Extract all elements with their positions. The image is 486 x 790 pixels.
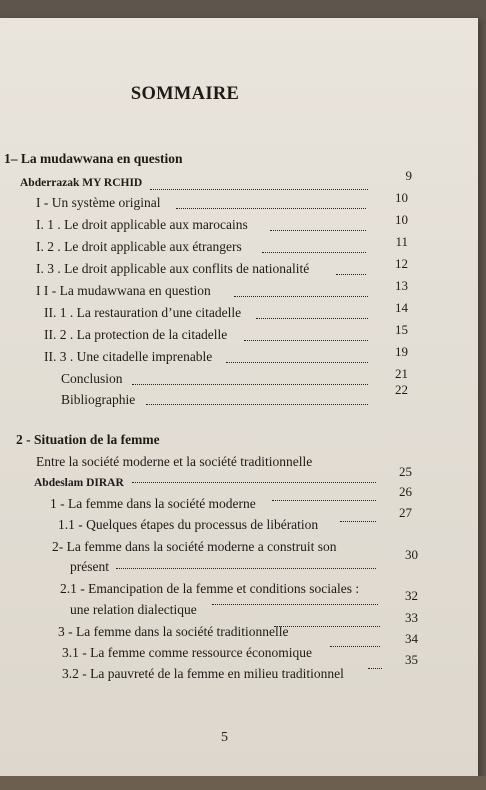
toc-page: 26 <box>399 484 412 499</box>
toc-page: 13 <box>395 278 408 293</box>
toc-entry: 3.2 - La pauvreté de la femme en milieu traditionnel <box>62 666 344 681</box>
page-number: 5 <box>221 730 228 745</box>
leader-dots <box>262 252 366 253</box>
leader-dots <box>146 404 368 405</box>
leader-dots <box>272 500 376 501</box>
toc-entry: 1.1 - Quelques étapes du processus de libération <box>58 517 319 532</box>
toc-entry: 2.1 - Emancipation de la femme et conditions sociales : <box>60 581 360 596</box>
leader-dots <box>256 318 368 319</box>
leader-dots <box>212 604 378 605</box>
page-title: SOMMAIRE <box>130 84 240 104</box>
toc-entry: I - Un système original <box>36 195 161 210</box>
leader-dots <box>132 384 368 385</box>
toc-entry: 3.1 - La femme comme ressource économique <box>62 645 313 660</box>
section-1-heading: 1– La mudawwana en question <box>4 151 183 166</box>
toc-entry: 3 - La femme dans la société traditionnelle <box>58 624 289 639</box>
leader-dots <box>274 626 380 627</box>
toc-entry: I. 1 . Le droit applicable aux marocains <box>36 217 248 232</box>
toc-page: 14 <box>395 300 408 315</box>
toc-entry: II. 1 . La restauration d’une citadelle <box>44 305 242 320</box>
leader-dots <box>150 189 368 190</box>
toc-entry: I I - La mudawwana en question <box>36 283 211 298</box>
toc-entry: I. 3 . Le droit applicable aux conflits de nationalité <box>36 261 310 276</box>
toc-entry: Bibliographie <box>61 392 136 407</box>
leader-dots <box>234 296 368 297</box>
leader-dots <box>270 230 366 231</box>
toc-page: 10 <box>395 190 408 205</box>
toc-entry: II. 2 . La protection de la citadelle <box>44 327 228 342</box>
toc-page: 35 <box>405 652 418 667</box>
toc-entry: 1 - La femme dans la société moderne <box>50 496 256 511</box>
section-2-subtitle: Entre la société moderne et la société traditionnelle <box>36 454 313 469</box>
toc-page: 11 <box>395 234 408 249</box>
toc-page: 19 <box>395 344 408 359</box>
toc-page: 10 <box>395 212 408 227</box>
page-bottom-edge <box>0 776 486 790</box>
toc-page: 32 <box>405 588 418 603</box>
toc-page: 21 <box>395 366 408 381</box>
leader-dots <box>330 646 380 647</box>
leader-dots <box>176 208 366 209</box>
toc-page: 33 <box>405 610 418 625</box>
leader-dots <box>336 274 366 275</box>
leader-dots <box>340 521 376 522</box>
section-1-author: Abderrazak MY RCHID <box>20 177 143 189</box>
toc-entry: II. 3 . Une citadelle imprenable <box>44 349 213 364</box>
toc-entry: I. 2 . Le droit applicable aux étrangers <box>36 239 242 254</box>
toc-entry: Conclusion <box>61 371 123 386</box>
toc-page: 15 <box>395 322 408 337</box>
section-2-author-page: 25 <box>399 464 412 479</box>
leader-dots <box>368 668 382 669</box>
toc-page: 34 <box>405 631 418 646</box>
section-2-heading: 2 - Situation de la femme <box>16 432 160 447</box>
leader-dots <box>244 340 368 341</box>
section-1-author-page: 9 <box>405 168 412 183</box>
leader-dots <box>132 482 376 483</box>
toc-page: 12 <box>395 256 408 271</box>
toc-page: 27 <box>399 505 412 520</box>
toc-page: 30 <box>405 547 418 562</box>
toc-page: 22 <box>395 382 408 397</box>
section-2-author: Abdeslam DIRAR <box>34 477 124 489</box>
toc-entry: une relation dialectique <box>70 602 197 617</box>
toc-entry: présent <box>70 559 109 574</box>
leader-dots <box>226 362 368 363</box>
leader-dots <box>116 568 376 569</box>
toc-entry: 2- La femme dans la société moderne a construit son <box>52 539 337 554</box>
